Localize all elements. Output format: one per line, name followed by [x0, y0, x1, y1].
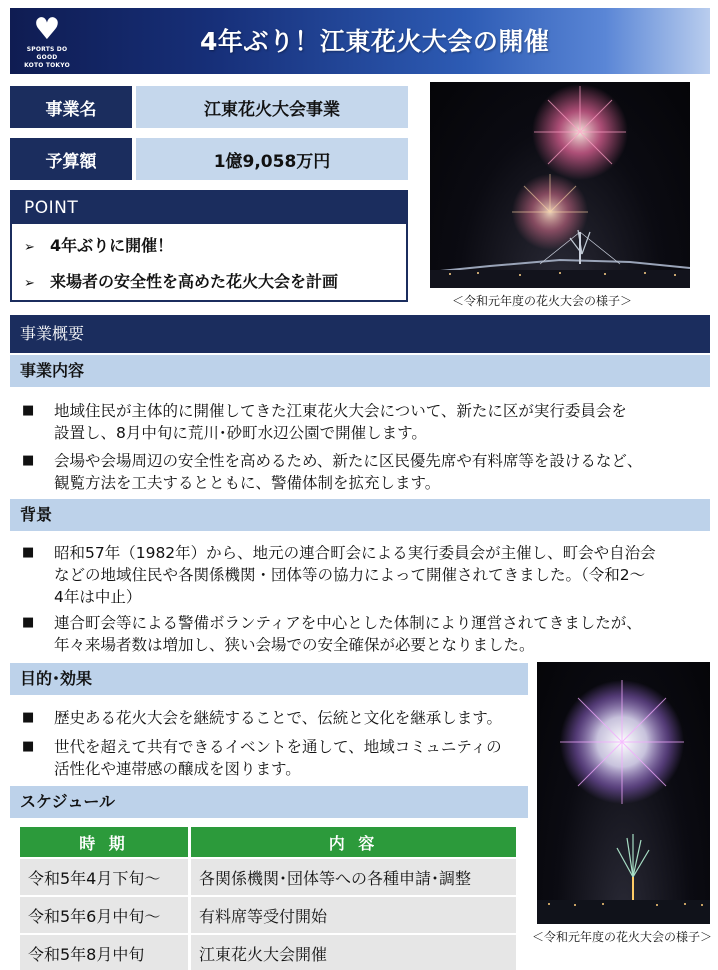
schedule-heading: スケジュール: [10, 786, 528, 818]
schedule-header-row: [20, 827, 516, 857]
content-cell: 各関係機関･団体等への各種申請･調整: [188, 859, 516, 895]
bullet-line: 昭和57年（1982年）から、地元の連合町会による実行委員会が主催し、町会や自治会: [54, 544, 656, 562]
square-bullet-icon: ■: [22, 739, 35, 754]
heart-logo-icon: ♥: [33, 12, 61, 47]
fireworks-photo-bottom: [537, 662, 710, 924]
table-row: [20, 859, 516, 895]
background-bullet: [22, 612, 702, 656]
top-photo-caption: ＜令和元年度の花火大会の様子＞: [452, 294, 633, 308]
square-bullet-icon: ■: [22, 615, 35, 630]
bullet-line: 会場や会場周辺の安全性を高めるため、新たに区民優先席や有料席等を設けるなど、: [54, 452, 643, 470]
arrow-bullet-icon: ➢: [24, 276, 35, 291]
bottom-photo-caption: ＜令和元年度の花火大会の様子＞: [532, 930, 713, 944]
table-row: [20, 935, 516, 970]
point-item-text: 来場者の安全性を高めた花火大会を計画: [50, 272, 339, 291]
budget-value: 1億9,058万円: [136, 138, 408, 180]
arrow-bullet-icon: ➢: [24, 240, 35, 255]
background-heading: 背景: [10, 499, 710, 531]
bullet-line: 世代を超えて共有できるイベントを通して、地域コミュニティの: [54, 738, 502, 756]
content-heading: 事業内容: [10, 355, 710, 387]
bullet-line: 設置し、8月中旬に荒川･砂町水辺公園で開催します。: [54, 424, 427, 442]
purpose-bullet: [22, 707, 532, 729]
point-box: [10, 190, 408, 302]
header-banner: [10, 8, 710, 74]
square-bullet-icon: ■: [22, 710, 35, 725]
bullet-line: などの地域住民や各関係機関・団体等の協力によって開催されてきました。（令和2～: [54, 566, 646, 584]
purpose-heading: 目的･効果: [10, 663, 528, 695]
sports-do-good-logo: [18, 14, 76, 68]
budget-row: [10, 138, 408, 180]
bullet-line: 観覧方法を工夫するとともに、警備体制を拡充します。: [54, 474, 441, 492]
point-heading: POINT: [12, 192, 406, 224]
background-bullet: [22, 542, 702, 608]
bullet-line: 年々来場者数は増加し、狭い会場での安全確保が必要となりました。: [54, 636, 535, 654]
fireworks-photo-top: [430, 82, 690, 288]
square-bullet-icon: ■: [22, 453, 35, 468]
period-cell: 令和5年4月下旬～: [20, 859, 188, 895]
bullet-line: 歴史ある花火大会を継続することで、伝統と文化を継承します。: [54, 709, 502, 727]
point-item-text: 4年ぶりに開催！: [50, 236, 174, 255]
content-cell: 有料席等受付開始: [188, 897, 516, 933]
budget-label: 予算額: [10, 138, 132, 180]
content-cell: 江東花火大会開催: [188, 935, 516, 970]
overview-heading: 事業概要: [10, 315, 710, 353]
point-item: [12, 228, 406, 264]
period-column-header: 時 期: [20, 827, 188, 857]
bullet-line: 活性化や連帯感の醸成を図ります。: [54, 760, 301, 778]
bullet-line: 4年は中止）: [54, 588, 142, 606]
project-name-label: 事業名: [10, 86, 132, 128]
schedule-table: [20, 825, 516, 970]
content-bullet: [22, 450, 702, 494]
project-name-value: 江東花火大会事業: [136, 86, 408, 128]
bullet-line: 連合町会等による警備ボランティアを中心とした体制により運営されてきましたが、: [54, 614, 642, 632]
bullet-line: 地域住民が主体的に開催してきた江東花火大会について、新たに区が実行委員会を: [54, 402, 627, 420]
point-item: [12, 264, 406, 300]
logo-text-line2: KOTO TOKYO: [24, 62, 70, 69]
purpose-bullet: [22, 736, 532, 780]
table-row: [20, 897, 516, 933]
square-bullet-icon: ■: [22, 545, 35, 560]
logo-text-line1: SPORTS DO GOOD: [26, 46, 68, 61]
content-bullet: [22, 400, 702, 444]
square-bullet-icon: ■: [22, 403, 35, 418]
page-title: 4年ぶり！江東花火大会の開催: [200, 27, 550, 56]
project-name-row: [10, 86, 408, 128]
fireworks-image: [537, 662, 710, 924]
period-cell: 令和5年6月中旬～: [20, 897, 188, 933]
fireworks-image: [430, 82, 690, 288]
content-column-header: 内 容: [188, 827, 516, 857]
period-cell: 令和5年8月中旬: [20, 935, 188, 970]
